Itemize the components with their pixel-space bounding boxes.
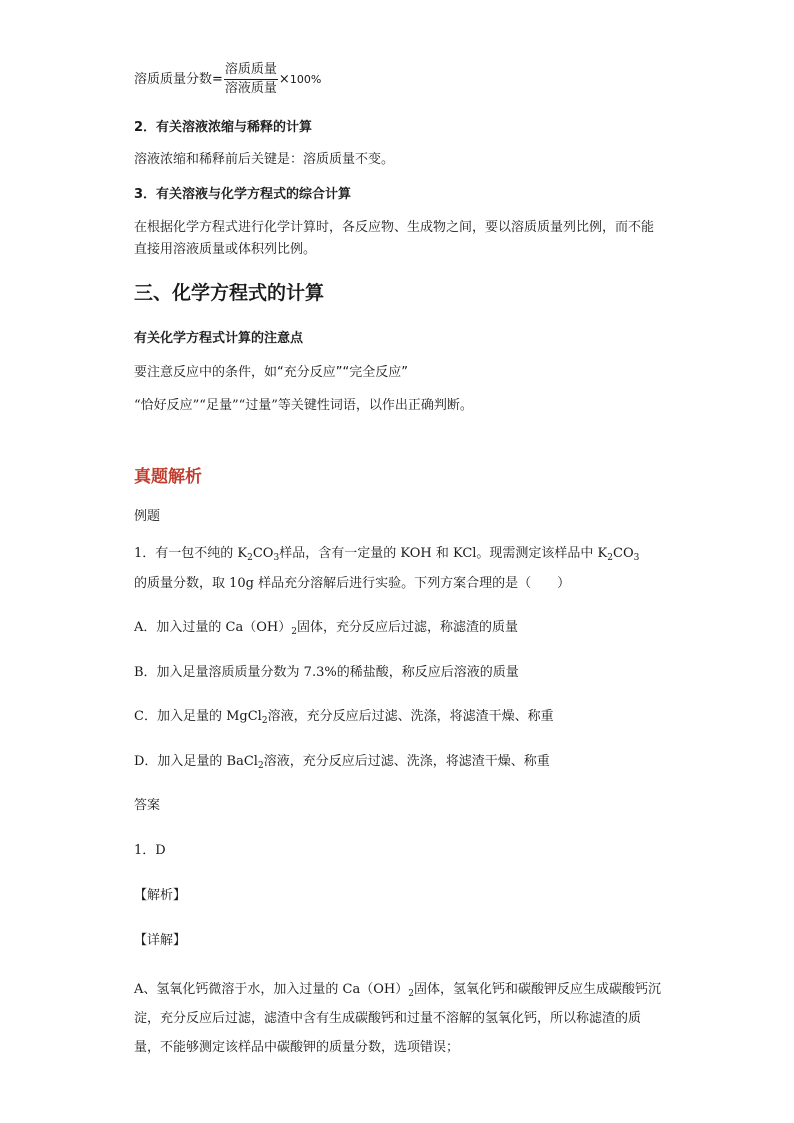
jiexi-label: 【解析】 <box>134 888 187 903</box>
section-3-heading: 3．有关溶液与化学方程式的综合计算 <box>134 187 352 202</box>
mass-fraction-formula <box>134 62 321 97</box>
section-2-heading: 2．有关溶液浓缩与稀释的计算 <box>134 120 313 135</box>
analysis-title: 真题解析 <box>134 467 202 487</box>
part-3-line-1: 要注意反应中的条件，如“充分反应”“完全反应” <box>134 365 408 380</box>
part-3-subheading: 有关化学方程式计算的注意点 <box>134 331 304 346</box>
formula-denominator: 溶液质量 <box>224 81 277 96</box>
example-label: 例题 <box>134 509 161 524</box>
option-d: D．加入足量的 BaCl$_2$溶液，充分反应后过滤、洗涤，将滤渣干燥、称重 <box>134 754 550 771</box>
answer-value: 1．D <box>134 843 166 858</box>
option-b: B．加入足量溶质质量分数为 7.3%的稀盐酸，称反应后溶液的质量 <box>134 665 519 680</box>
detail-paragraph: A、氢氧化钙微溶于水，加入过量的 $Ca(OH)_2$固体，氢氧化钙和碳酸钾反应生成碳酸钙沉淀，充分反应后过滤，滤渣中含有生成碳酸钙和过量不溶解的氢氧化钙，所以称滤渣的质量，不能够测定该样品中碳酸钾的质量分数，选项错误； <box>134 982 661 1055</box>
option-c: C．加入足量的 MgCl$_2$溶液，充分反应后过滤、洗涤，将滤渣干燥、称重 <box>134 709 554 726</box>
question-line-2: 的质量分数，取 10g 样品充分溶解后进行实验。下列方案合理的是（ ） <box>134 576 571 591</box>
formula-fraction <box>224 62 278 97</box>
formula-lhs: 溶质质量分数= <box>134 72 223 87</box>
option-a: A．加入过量的 $Ca(OH)_2$固体，充分反应后过滤，称滤渣的质量 <box>134 620 518 637</box>
formula-percent: 100% <box>289 73 322 86</box>
formula-numerator: 溶质质量 <box>224 62 278 80</box>
formula-times: × <box>278 72 290 87</box>
answer-label: 答案 <box>134 798 161 813</box>
xiangjie-label: 【详解】 <box>134 933 187 948</box>
section-3-text: 在根据化学方程式进行化学计算时，各反应物、生成物之间，要以溶质质量列比例，而不能直接用溶液质量或体积列比例。 <box>134 220 655 257</box>
question-line-1: 1．有一包不纯的 $K_2CO_3$样品，含有一定量的 KOH 和 KCl。现需测定该样品中 $K_2CO_3$ <box>134 546 640 563</box>
section-2-text: 溶液浓缩和稀释前后关键是：溶质质量不变。 <box>134 152 395 167</box>
part-3-title: 三、化学方程式的计算 <box>134 282 325 304</box>
part-3-line-2: “恰好反应”“足量”“过量”等关键性词语，以作出正确判断。 <box>134 398 473 413</box>
